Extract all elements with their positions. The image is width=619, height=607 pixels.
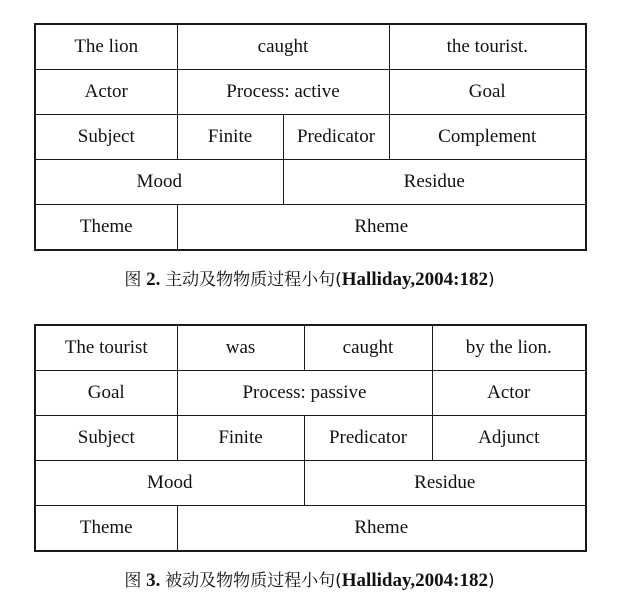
- caption-title: 主动及物物质过程小句: [165, 270, 336, 290]
- table-row: [35, 70, 586, 115]
- table-cell: caught: [177, 24, 389, 70]
- table-cell: Goal: [389, 70, 586, 115]
- table-cell: Finite: [177, 416, 304, 461]
- table-cell: by the lion.: [432, 325, 586, 371]
- caption-open-paren: (: [335, 270, 342, 290]
- caption-prefix: 图: [124, 270, 142, 290]
- caption-reference: Halliday,2004:182: [341, 269, 488, 290]
- table-row: [35, 205, 586, 251]
- caption-close-paren: ): [487, 270, 495, 290]
- table-cell: caught: [304, 325, 432, 371]
- table-row: [35, 115, 586, 160]
- table-row: [35, 416, 586, 461]
- table-cell: was: [177, 325, 304, 371]
- table-cell: Mood: [35, 461, 304, 506]
- table-row: [35, 371, 586, 416]
- table-cell: Actor: [35, 70, 177, 115]
- figure-3-caption: [0, 569, 619, 593]
- figure-2-analysis-table: [34, 23, 587, 251]
- caption-number: 2.: [146, 269, 161, 290]
- table-cell: Rheme: [177, 205, 586, 251]
- table-cell: Process: passive: [177, 371, 432, 416]
- table-cell: Residue: [283, 160, 586, 205]
- table-row: [35, 24, 586, 70]
- caption-title: 被动及物物质过程小句: [165, 571, 336, 591]
- table-cell: Subject: [35, 416, 177, 461]
- caption-prefix: 图: [124, 571, 142, 591]
- table-cell: Mood: [35, 160, 283, 205]
- table-cell: Actor: [432, 371, 586, 416]
- table-cell: Subject: [35, 115, 177, 160]
- table-cell: The lion: [35, 24, 177, 70]
- table-cell: Residue: [304, 461, 586, 506]
- table-cell: Predicator: [283, 115, 389, 160]
- table-cell: the tourist.: [389, 24, 586, 70]
- caption-number: 3.: [146, 570, 161, 591]
- table-row: [35, 506, 586, 552]
- table-cell: Predicator: [304, 416, 432, 461]
- table-cell: Rheme: [177, 506, 586, 552]
- table-cell: Process: active: [177, 70, 389, 115]
- table-cell: Complement: [389, 115, 586, 160]
- figure-3-analysis-table: [34, 324, 587, 552]
- table-cell: Theme: [35, 205, 177, 251]
- table-cell: Theme: [35, 506, 177, 552]
- table-cell: Adjunct: [432, 416, 586, 461]
- figure-2-caption: [0, 268, 619, 292]
- table-cell: The tourist: [35, 325, 177, 371]
- table-row: [35, 461, 586, 506]
- caption-close-paren: ): [487, 571, 495, 591]
- table-row: [35, 325, 586, 371]
- caption-reference: Halliday,2004:182: [341, 570, 488, 591]
- table-row: [35, 160, 586, 205]
- table-cell: Finite: [177, 115, 283, 160]
- table-cell: Goal: [35, 371, 177, 416]
- caption-open-paren: (: [335, 571, 342, 591]
